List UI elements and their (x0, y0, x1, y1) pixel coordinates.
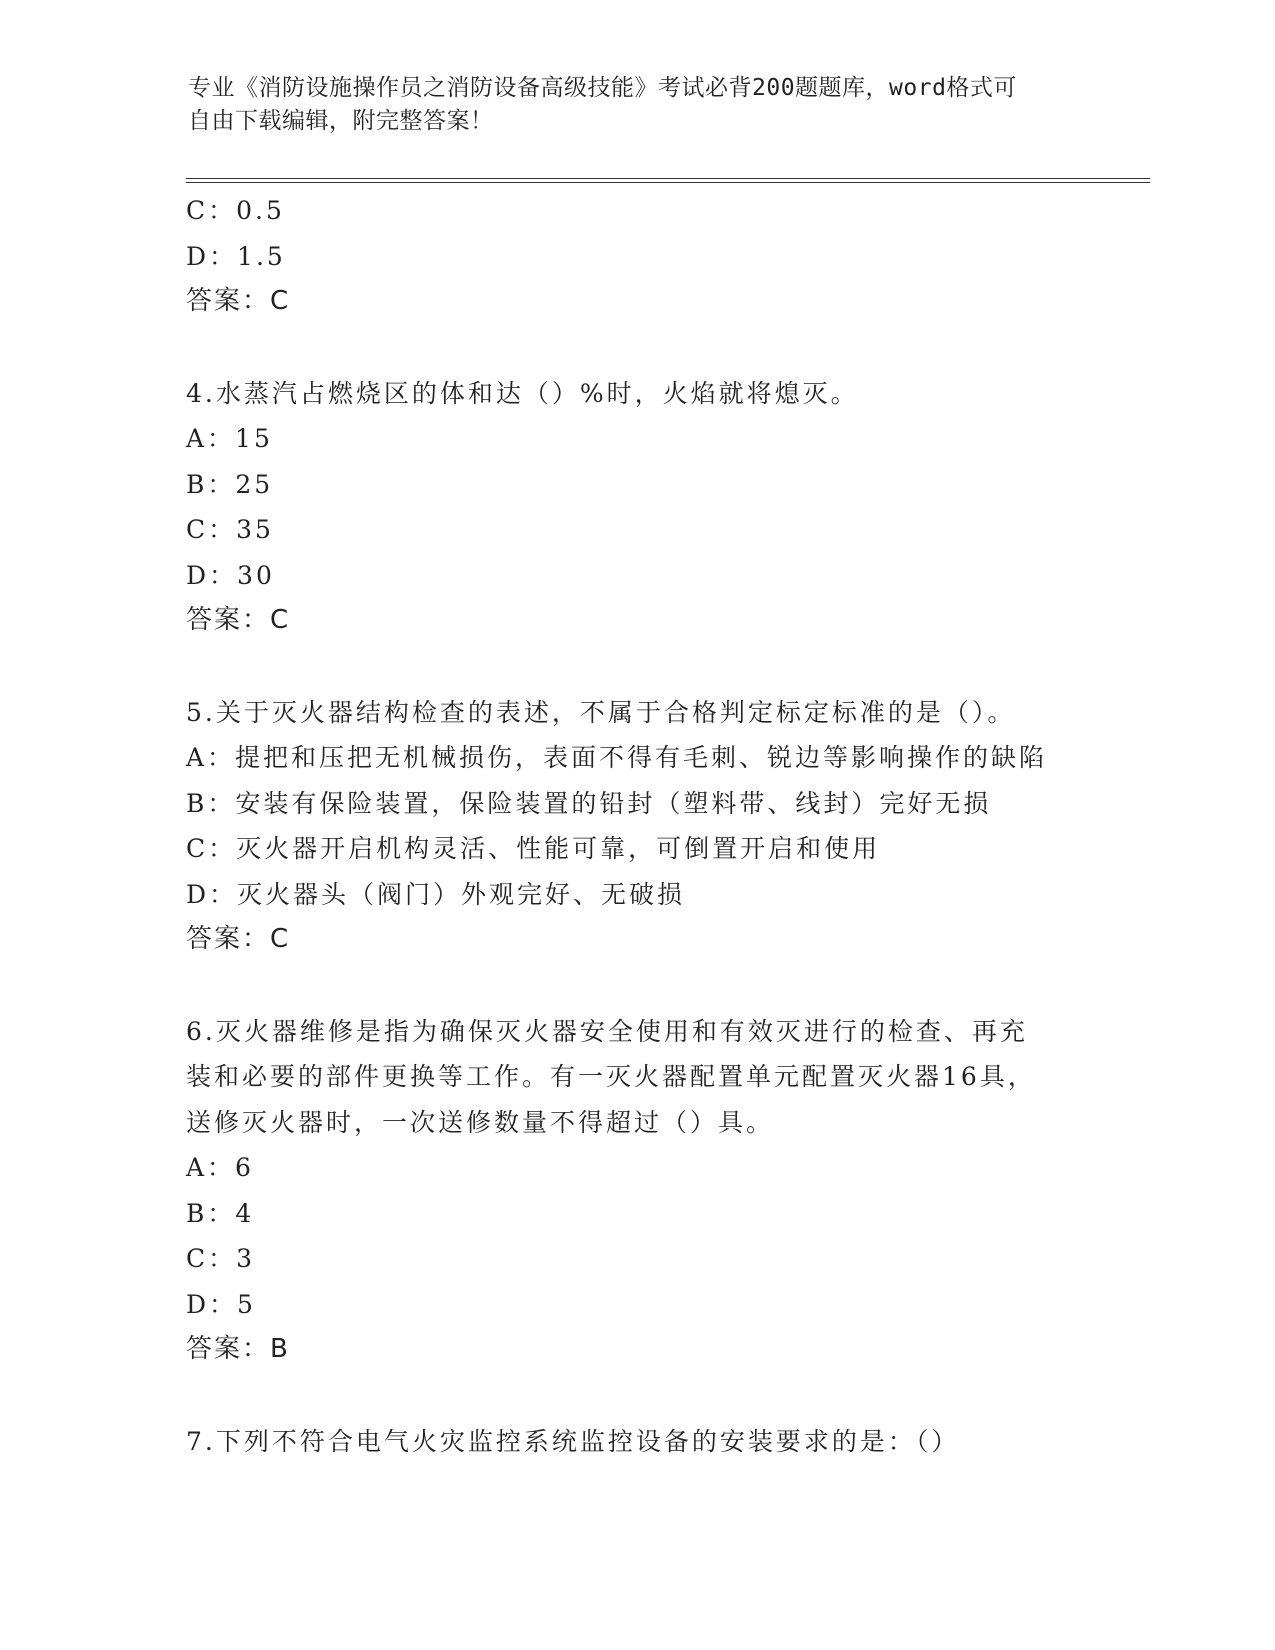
question-text-line-3: 送修灭火器时，一次送修数量不得超过（）具。 (186, 1107, 775, 1137)
question-list (186, 188, 1146, 1464)
question-text: 5.关于灭火器结构检查的表述，不属于合格判定标定标准的是（）。 (186, 697, 1016, 727)
document-header (188, 72, 1068, 138)
option-a: A：6 (186, 1153, 254, 1182)
option-c: C：灭火器开启机构灵活、性能可靠，可倒置开启和使用 (186, 834, 881, 863)
answer-line: 答案：C (186, 605, 291, 635)
option-a: A：15 (186, 424, 273, 453)
option-d: D：30 (186, 560, 275, 590)
option-d: D：1.5 (186, 241, 286, 271)
option-b: B：安装有保险装置，保险装置的铅封（塑料带、线封）完好无损 (186, 788, 992, 818)
question-7 (186, 1419, 1146, 1465)
question-text: 4.水蒸汽占燃烧区的体和达（）%时，火焰就将熄灭。 (186, 378, 859, 408)
question-5 (186, 690, 1146, 963)
question-text: 7.下列不符合电气火灾监控系统监控设备的安装要求的是：（） (186, 1426, 960, 1456)
option-d: D：灭火器头（阀门）外观完好、无破损 (186, 879, 686, 909)
option-b: B：25 (186, 469, 274, 499)
question-6 (186, 1009, 1146, 1373)
option-b: B：4 (186, 1198, 255, 1228)
header-divider-bottom (186, 182, 1150, 183)
option-c: C：3 (186, 1244, 256, 1273)
question-text-line-2: 装和必要的部件更换等工作。有一灭火器配置单元配置灭火器16具， (186, 1062, 1036, 1091)
option-a: A：提把和压把无机械损伤，表面不得有毛刺、锐边等影响操作的缺陷 (186, 743, 1048, 772)
option-c: C：0.5 (186, 196, 285, 225)
header-divider-top (186, 178, 1150, 179)
answer-line: 答案：C (186, 924, 291, 954)
answer-line: 答案：B (186, 1334, 290, 1364)
header-line-2: 自由下载编辑，附完整答案！ (188, 108, 494, 134)
answer-line: 答案：C (186, 286, 291, 316)
question-4 (186, 371, 1146, 644)
question-text-line-1: 6.灭火器维修是指为确保灭火器安全使用和有效灭进行的检查、再充 (186, 1016, 1028, 1046)
header-line-1: 专业《消防设施操作员之消防设备高级技能》考试必背200题题库，word格式可 (188, 75, 1017, 101)
option-c: C：35 (186, 515, 274, 544)
previous-question-tail (186, 188, 1146, 325)
option-d: D：5 (186, 1289, 256, 1319)
